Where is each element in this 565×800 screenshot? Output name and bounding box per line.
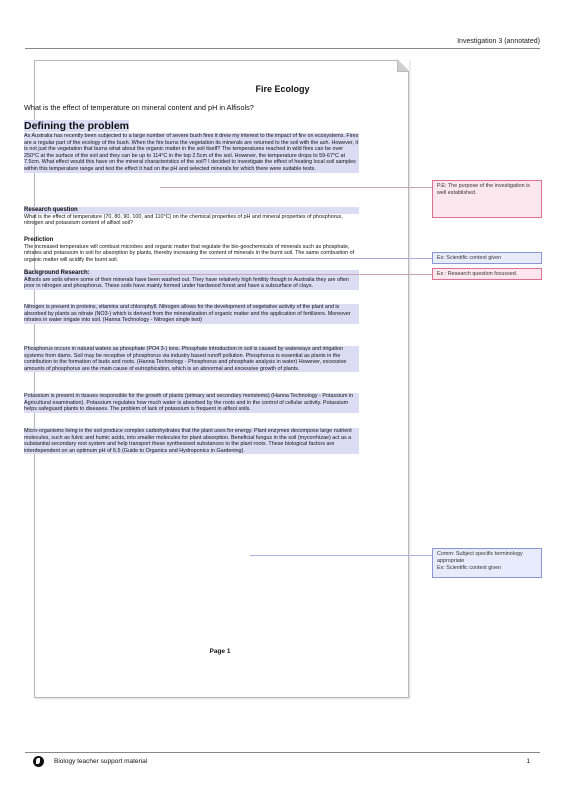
annotation-connector — [160, 187, 432, 188]
annotation-connector — [200, 258, 432, 259]
section-background-microorganisms — [24, 428, 359, 454]
annotation-connector — [150, 274, 432, 275]
annotation-note: P.E: The purpose of the investigation is well established. — [432, 180, 542, 218]
section-heading: Defining the problem — [24, 120, 129, 132]
footer-title: Biology teacher support material — [54, 758, 148, 765]
section-heading: Background Research: — [24, 270, 359, 277]
background-paragraph: Micro-organisms living in the soil produce complex carbohydrates that the plant uses for energy. Plant enzymes decompose large nutrient molecules, such as fulvic and humic acids, into smaller molecules for plant absorption. Beneficial fungus in the soil (mycorrhizae) act as a substantial secondary root system and help transport these synthesised substances to the plant roots. These biological factors are interdependent on an optimum pH of 6.5 (Guide to Organics and Hydroponics in Gardening). — [24, 428, 359, 454]
background-paragraph: Phosphorus occurs in natural waters as phosphate (PO4 3-) ions. Phosphate introduction in soil is caused by waterways and irrigation systems from dams. Soil may be receptive of phosphorus via industry based runoff pollution. Phosphorus is essential as plants in the contribution to the formation of buds and roots. (Hanna Technology - Phosphorus and phosphate analysis in water) However, excessive amounts of phosphorus are the main cause of eutrophication, which is an abnormal and excessive growth of plants. — [24, 346, 359, 372]
document-question: What is the effect of temperature on mineral content and pH in Alfisols? — [24, 103, 254, 112]
section-background-nitrogen — [24, 304, 359, 324]
background-paragraph: Nitrogen is present in proteins, vitamins and chlorophyll. Nitrogen allows for the development of vegetative activity of the plant and is absorbed by plants as nitrate (NO3-) which is derived from the mineralization of organic matter and the application of fertilizers. Moreover nitrates in water irrigate into soil. (Hanna Technology - Nitrogen single test) — [24, 304, 359, 324]
header-divider — [25, 48, 540, 49]
section-prediction — [24, 237, 359, 263]
page-label: Page 1 — [209, 648, 231, 655]
section-defining-problem — [24, 120, 359, 173]
annotation-connector — [250, 555, 432, 556]
section-background — [24, 270, 359, 290]
footer-divider — [25, 752, 540, 753]
annotation-note: Ex: Scientific context given — [432, 252, 542, 264]
footer-page-number: 1 — [526, 758, 530, 765]
section-body: As Australia has recently been subjected to a large number of severe bush fires it drew my interest to the impact of fire on ecosystems. Fires are a regular part of the ecology of the bush. When the fire burns the vegetation its minerals are returned to the soil with the ash. However, it is not just the vegetation that burns what about the organic matter in the soil itself? The temperatures reached in wild fires can be over 250°C at the surface of the soil and they can be up to 114°C in the top 2.5cm of the soil. However, the temperature drops to 59-67°C at 7.5cm. What effect would this have on the mineral characteristics of the soil? I decided to investigate the effect of heating local soil samples within this temperature range and test the effect it had on the pH and selected minerals for which there were suitable tests. — [24, 133, 359, 172]
section-body: The increased temperature will combust microbes and organic matter that regulate the bio-geochemicals of minerals such as phosphate, nitrates and potassium in soil for absorption by plants, thereby increasing the content of minerals in the burnt soil. The same combustion of organic matter will acidify the burnt soil. — [24, 243, 355, 263]
background-paragraph: Alfisols are soils where some of their minerals have been washed out. They have relatively high fertility though in Australia they are often poor in nitrogen and phosphorus. These soils have mainly formed under hardwood forest and have a subsurface of clays. — [24, 277, 359, 290]
section-heading: Research question — [24, 207, 359, 214]
ib-logo-icon — [33, 756, 44, 767]
background-paragraph: Potassium is present in tissues responsible for the growth of plants (primary and secondary meristems) (Hanna Technology - Potassium in Agricultural examination). Potassium regulates how much water is absorbed by the roots and in the control of cellular activity. Potassium helps safeguard plants to diseases. The problem of lack of potassium is frequent in alfisol soils. — [24, 393, 359, 413]
document-title: Fire Ecology — [255, 84, 310, 94]
section-background-potassium — [24, 393, 359, 413]
header-title: Investigation 3 (annotated) — [457, 38, 540, 45]
page-fold-icon — [397, 60, 409, 72]
section-background-phosphorus — [24, 346, 359, 372]
section-heading: Prediction — [24, 237, 54, 243]
section-body: What is the effect of temperature (70, 80, 90, 100, and 110°C) on the chemical properties of pH and mineral properties of phosphorus, nitrogen and potassium content of alfisol soil? — [24, 213, 343, 227]
annotation-note: Ex : Research question focussed. — [432, 268, 542, 280]
annotation-note: Comm: Subject specific terminology appropriate — [437, 551, 523, 565]
section-research-question — [24, 207, 359, 227]
annotation-note-group — [432, 548, 542, 578]
annotation-note: Ex: Scientific context given — [437, 565, 502, 572]
